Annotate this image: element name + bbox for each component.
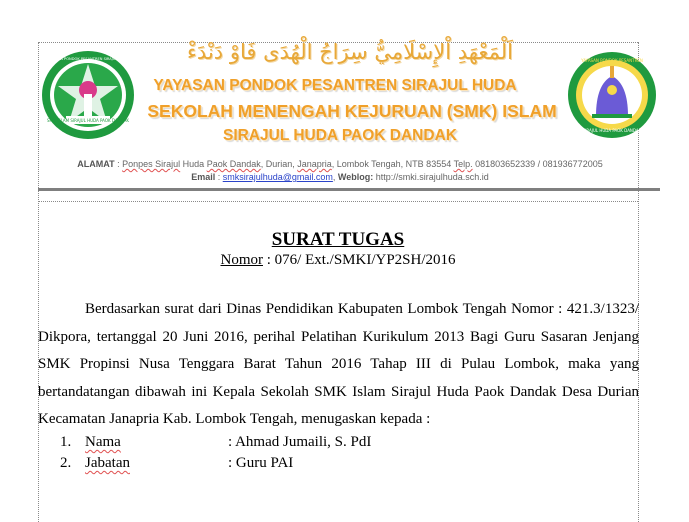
letterhead-school-name: SEKOLAH MENENGAH KEJURUAN (SMK) ISLAM <box>147 101 557 121</box>
address-part: , Lombok Tengah, NTB 83554 <box>331 159 454 169</box>
logo-right-label: SIRAJUL HUDA PAOK DANDAK <box>582 128 642 133</box>
address-label: ALAMAT <box>77 159 115 169</box>
address-part: Telp. <box>453 159 473 169</box>
letter-body-paragraph: Berdasarkan surat dari Dinas Pendidikan Kabupaten Lombok Tengah Nomor : 421.3/1323/ Dikpora, tertanggal 20 Juni 2016, perihal Pelatihan Kurikulum 2013 Bagi Guru Sasaran Jenjang SMK Propinsi Nusa Tenggara Barat Tahun 2016 Tahap III di Pulau Lombok, maka yang bertandatangan dibawah ini Kepala Sekolah SMK Islam Sirajul Huda Paok Dandak Desa Durian Kecamatan Janapria Kab. Lombok Tengah, menugaskan kepada : <box>38 301 639 427</box>
list-item-number: 2. <box>60 455 72 471</box>
letter-number-value: : 076/ Ext./SMKI/YP2SH/2016 <box>262 252 456 268</box>
list-item <box>38 455 638 476</box>
logo-left-arc-label: YAYASAN PONDOK PESANTREN SIRAJUL HUDA <box>46 57 130 61</box>
letter-title: SURAT TUGAS <box>271 229 405 250</box>
address-part: Huda <box>180 159 207 169</box>
letterhead-school-location: SIRAJUL HUDA PAOK DANDAK <box>223 127 457 144</box>
weblog-url: http://smki.sirajulhuda.sch.id <box>375 172 489 182</box>
logo-left-label: SMK ISLAM SIRAJUL HUDA PAOK DANDAK <box>47 118 129 123</box>
letter-number-label: Nomor <box>220 252 263 268</box>
assignee-list <box>38 434 638 476</box>
list-item-label: Nama <box>85 434 121 450</box>
list-item-number: 1. <box>60 434 72 450</box>
address-part: , Durian, <box>260 159 298 169</box>
logo-right-arc-label: YAYASAN PONDOK PESANTREN <box>581 58 643 63</box>
header-guide-bottom <box>38 201 638 202</box>
address-part: Janapria <box>297 159 332 169</box>
address-part: Paok Dandak <box>206 159 261 169</box>
address-phone: 081803652339 / 081936772005 <box>472 159 603 169</box>
email-label: Email <box>191 172 216 182</box>
letterhead-arabic-name: اَلْمَعْهَدِ اْلإِسْلَامِيُّ سِرَاجُ الْهُدَى فَاوْ دَنْدَءْ <box>187 40 513 64</box>
list-item <box>38 434 638 455</box>
letterhead-divider <box>38 188 660 191</box>
letterhead-foundation-name: YAYASAN PONDOK PESANTREN SIRAJUL HUDA <box>153 77 517 94</box>
letterhead-address: ALAMAT : Ponpes Sirajul Huda Paok Dandak, Durian, Janapria, Lombok Tengah, NTB 83554 Telp. 081803652339 / 081936772005 <box>77 159 603 169</box>
email-link[interactable]: smksirajulhuda@gmail.com <box>222 172 333 182</box>
school-logo-left <box>40 50 136 140</box>
list-item-value: : Guru PAI <box>228 455 294 471</box>
letterhead-contact: Email : smksirajulhuda@gmail.com, Weblog: http://smki.sirajulhuda.sch.id <box>191 172 489 182</box>
address-part: Ponpes Sirajul <box>122 159 181 169</box>
list-item-label: Jabatan <box>85 455 130 471</box>
list-item-value: : Ahmad Jumaili, S. PdI <box>228 434 372 450</box>
weblog-label: Weblog: <box>337 172 374 182</box>
school-logo-right <box>566 50 658 140</box>
letter-number <box>38 252 638 269</box>
